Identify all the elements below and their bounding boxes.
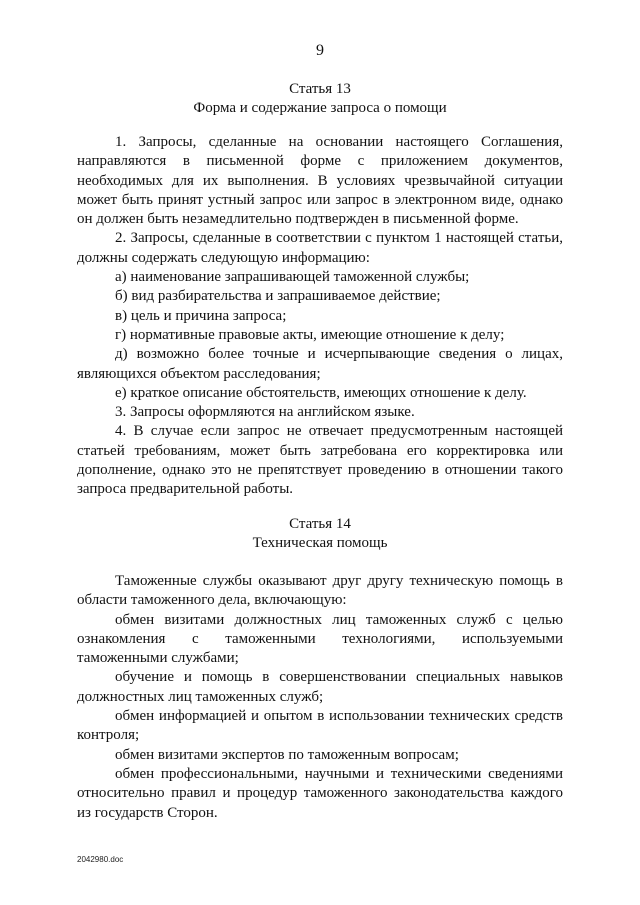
article-13-item-a: а) наименование запрашивающей таможенной службы; xyxy=(115,269,470,286)
article-13-item-b: б) вид разбирательства и запрашиваемое действие; xyxy=(115,288,441,305)
article-13-item-d: д) возможно более точные и исчерпывающие сведения о лицах, являющихся объектом расследования; xyxy=(77,346,563,382)
page-number: 9 xyxy=(316,42,324,59)
article-13-subtitle: Форма и содержание запроса о помощи xyxy=(193,100,447,116)
article-13-title: Статья 13 xyxy=(289,81,351,97)
document-filename: 2042980.doc xyxy=(77,855,124,864)
article-14-heading xyxy=(0,515,640,553)
article-14-title: Статья 14 xyxy=(289,516,351,532)
article-13-paragraph-2: 2. Запросы, сделанные в соответствии с пунктом 1 настоящей статьи, должны содержать следующую информацию: xyxy=(77,230,563,266)
article-13-item-g: г) нормативные правовые акты, имеющие отношение к делу; xyxy=(115,326,505,343)
article-13-paragraph-1: 1. Запросы, сделанные на основании настоящего Соглашения, направляются в письменной форме с приложением документов, необходимых для их выполнения. В условиях чрезвычайной ситуации может быть принят устный запрос или запрос в электронном виде, однако он должен быть незамедлительно подтвержден в письменной форме. xyxy=(77,134,563,228)
article-13-item-v: в) цель и причина запроса; xyxy=(115,307,287,324)
article-14-item-5: обмен профессиональными, научными и техническими сведениями относительно правил и процедур таможенного законодательства каждого из государств Сторон. xyxy=(77,765,563,821)
article-13-body xyxy=(77,133,563,500)
article-14-intro: Таможенные службы оказывают друг другу техническую помощь в области таможенного дела, включающую: xyxy=(77,573,563,609)
article-14-item-4: обмен визитами экспертов по таможенным вопросам; xyxy=(115,746,459,763)
article-14-subtitle: Техническая помощь xyxy=(252,535,388,551)
article-14-item-2: обучение и помощь в совершенствовании специальных навыков должностных лиц таможенных служб; xyxy=(77,669,563,705)
article-13-item-e: е) краткое описание обстоятельств, имеющих отношение к делу. xyxy=(115,384,527,401)
article-14-body xyxy=(77,572,563,823)
article-13-paragraph-3: 3. Запросы оформляются на английском языке. xyxy=(115,404,415,421)
article-13-paragraph-4: 4. В случае если запрос не отвечает предусмотренным настоящей статьей требованиям, может быть затребована его корректировка или дополнение, однако это не препятствует проведению в отношении такого запроса предварительной работы. xyxy=(77,423,563,498)
article-14-item-3: обмен информацией и опытом в использовании технических средств контроля; xyxy=(77,708,563,744)
article-13-heading xyxy=(0,80,640,118)
article-14-item-1: обмен визитами должностных лиц таможенных служб с целью ознакомления с таможенными технологиями, используемыми таможенными службами; xyxy=(77,611,563,667)
